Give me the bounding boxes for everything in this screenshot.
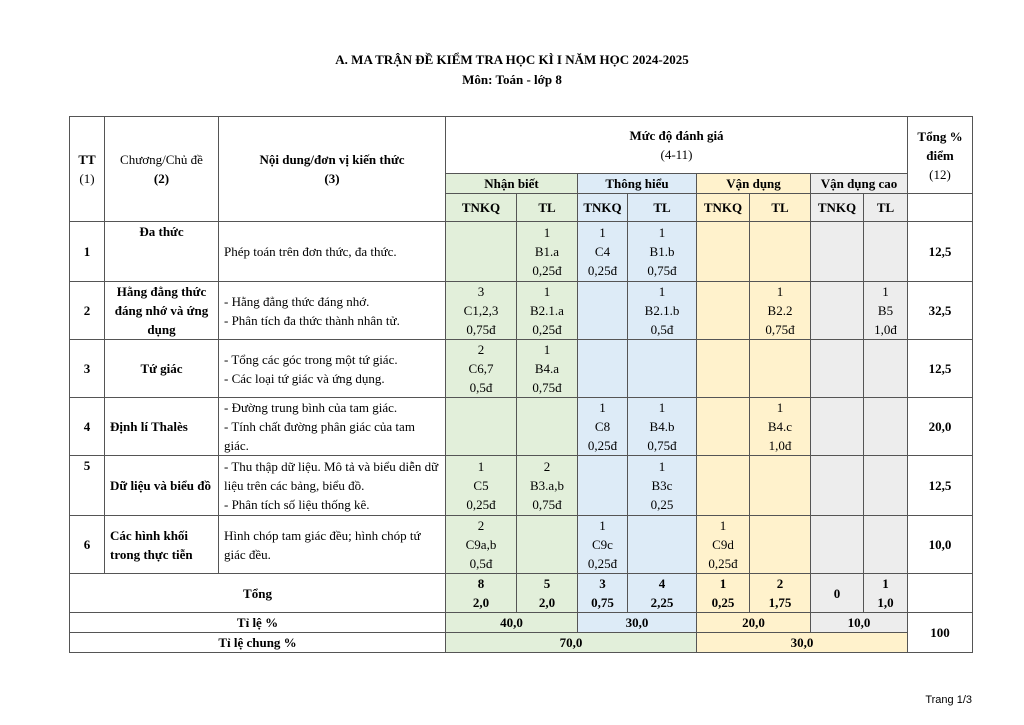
content-line: - Phân tích đa thức thành nhân tử. [224,312,400,328]
ratio-label: Tỉ lệ % [70,613,446,633]
level-cell [517,516,578,574]
level-cell [446,398,517,456]
cell-line: 1 [776,400,784,415]
row-chapter: Đa thức [105,222,219,282]
sum-cell: 1 0,25 [697,574,750,613]
cell-line: B5 [877,303,894,318]
cell-line: B3.a,b [530,478,564,493]
cell-line: C5 [473,478,489,493]
cell-line: 1 [776,284,784,299]
cell-line: 0,25đ [532,322,562,337]
common-ratio-label: Tỉ lệ chung % [70,633,446,653]
cell-line: 1 [882,284,889,299]
subcol-header: TNKQ [697,194,750,222]
cell-line: 0,75đ [532,380,562,395]
ratio-nhan-biet: 40,0 [446,613,578,633]
subcol-header: TL [864,194,908,222]
cell-line: 0,25đ [532,263,562,278]
sum-cell: 2 1,75 [750,574,811,613]
level-cell [628,222,697,282]
subcol-header: TNKQ [578,194,628,222]
level-cell [628,340,697,398]
cell-line: 1 [599,225,606,240]
row-chapter: Các hình khối trong thực tiễn [105,516,219,574]
cell-line: 2 [477,518,485,533]
row-total: 12,5 [908,222,973,282]
row-tt: 2 [70,282,105,340]
level-cell [750,456,811,516]
row-total: 12,5 [908,456,973,516]
cell-line: C9c [592,537,613,552]
cell-line: 1 [599,518,606,533]
subcol-header: TNKQ [446,194,517,222]
level-cell [811,222,864,282]
common-ratio-basic: 70,0 [446,633,697,653]
row-chapter: Định lí Thalès [105,398,219,456]
header-tt: TT (1) [70,117,105,222]
level-cell [697,222,750,282]
cell-line: 0,25 [650,497,674,512]
row-content [219,456,446,516]
cell-line: 0,5đ [469,556,493,571]
row-tt: 6 [70,516,105,574]
ratio-total: 100 [908,613,973,653]
table-row [70,456,973,516]
header-chapter: Chương/Chủ đề (2) [105,117,219,222]
level-cell [446,222,517,282]
level-cell [811,398,864,456]
level-cell [517,456,578,516]
level-cell [628,516,697,574]
cell-line: B2.1.a [530,303,564,318]
level-van-dung: Vận dụng [697,174,811,194]
level-cell [697,282,750,340]
level-cell [578,222,628,282]
level-cell [811,340,864,398]
page-number: Trang 1/3 [925,694,972,706]
cell-line: B4.c [767,419,793,434]
ratio-van-dung-cao: 10,0 [811,613,908,633]
sum-cell: 8 2,0 [446,574,517,613]
row-content [219,340,446,398]
row-chapter: Dữ liệu và biểu đồ [105,456,219,516]
sum-label: Tổng [70,574,446,613]
content-line: Hình chóp tam giác đều; hình chóp tứ giác đều. [224,527,421,562]
level-cell [750,282,811,340]
cell-line: C1,2,3 [463,303,499,318]
header-level: Mức độ đánh giá (4-11) [446,117,908,174]
subcol-header: TL [628,194,697,222]
table-row [70,340,973,398]
level-cell [864,516,908,574]
table-row [70,516,973,574]
table-row [70,398,973,456]
document-title: A. MA TRẬN ĐỀ KIỂM TRA HỌC KÌ I NĂM HỌC 2024-2025 [335,52,689,67]
row-content [219,398,446,456]
cell-line: 0,5đ [469,380,493,395]
cell-line: 0,75đ [647,438,677,453]
cell-line: B4.b [649,419,675,434]
cell-line: 1 [477,459,485,474]
level-cell [697,456,750,516]
row-total: 10,0 [908,516,973,574]
cell-line: 1 [543,284,551,299]
row-content [219,222,446,282]
row-tt: 4 [70,398,105,456]
cell-line: 1,0đ [768,438,792,453]
level-cell [446,456,517,516]
cell-line: B2.2 [767,303,793,318]
level-cell [517,222,578,282]
cell-line: 1 [658,225,666,240]
content-line: - Tổng các góc trong một tứ giác. [224,351,398,367]
level-cell [864,340,908,398]
cell-line: 1 [599,400,606,415]
sum-cell: 1 1,0 [864,574,908,613]
row-total: 12,5 [908,340,973,398]
level-cell [864,398,908,456]
cell-line: 1,0đ [874,322,897,337]
cell-line: C8 [594,419,611,434]
level-cell [578,398,628,456]
cell-line: C6,7 [468,361,494,376]
cell-line: 1 [658,459,666,474]
level-cell [697,398,750,456]
level-cell [864,456,908,516]
cell-line: 0,25đ [466,497,496,512]
level-van-dung-cao: Vận dụng cao [811,174,908,194]
level-cell [578,456,628,516]
ratio-thong-hieu: 30,0 [578,613,697,633]
level-cell [811,456,864,516]
cell-line: 2 [543,459,551,474]
cell-line: 0,75đ [765,322,795,337]
table-row [70,282,973,340]
level-nhan-biet: Nhận biết [446,174,578,194]
level-cell [628,282,697,340]
level-cell [578,340,628,398]
row-chapter: Tứ giác [105,340,219,398]
level-cell [697,516,750,574]
cell-line: C4 [594,244,611,259]
cell-line: C9a,b [465,537,497,552]
cell-line: B3c [651,478,673,493]
cell-line: B1.a [534,244,560,259]
row-tt: 5 [70,456,105,516]
level-cell [578,282,628,340]
level-cell [628,456,697,516]
sum-cell: 5 2,0 [517,574,578,613]
total-subcol-empty [908,194,973,222]
content-line: - Các loại tứ giác và ứng dụng. [224,370,385,386]
content-line: - Hằng đẳng thức đáng nhớ. [224,293,370,309]
level-cell [697,340,750,398]
cell-line: B1.b [649,244,675,259]
level-cell [864,282,908,340]
cell-line: 0,75đ [532,497,562,512]
level-cell [517,398,578,456]
level-cell [446,516,517,574]
cell-line: 3 [477,284,485,299]
cell-line: B4.a [534,361,560,376]
level-cell [517,340,578,398]
row-chapter: Hằng đẳng thức đáng nhớ và ứng dụng [105,282,219,340]
row-total: 20,0 [908,398,973,456]
row-content [219,516,446,574]
sum-cell: 0 [811,574,864,613]
level-thong-hieu: Thông hiểu [578,174,697,194]
header-content: Nội dung/đơn vị kiến thức (3) [219,117,446,222]
cell-line: 0,5đ [650,322,674,337]
row-total: 32,5 [908,282,973,340]
sum-cell: 3 0,75 [578,574,628,613]
header-total: Tổng % điểm (12) [908,117,973,194]
cell-line: 0,75đ [647,263,677,278]
content-line: - Đường trung bình của tam giác. [224,400,398,415]
row-content [219,282,446,340]
level-cell [811,516,864,574]
level-cell [446,340,517,398]
subcol-header: TL [517,194,578,222]
row-tt: 3 [70,340,105,398]
subcol-header: TL [750,194,811,222]
table-row [70,222,973,282]
level-cell [517,282,578,340]
content-line: - Thu thập dữ liệu. Mô tả và biểu diễn dữ liệu trên các bảng, biểu đồ. [224,459,439,493]
common-ratio-advanced: 30,0 [697,633,908,653]
level-cell [750,398,811,456]
cell-line: 0,25đ [587,263,618,278]
cell-line: 0,25đ [587,438,618,453]
level-cell [628,398,697,456]
document-subtitle: Môn: Toán - lớp 8 [462,72,562,87]
cell-line: 2 [477,342,485,357]
level-cell [864,222,908,282]
subcol-header: TNKQ [811,194,864,222]
sum-cell: 4 2,25 [628,574,697,613]
row-tt: 1 [70,222,105,282]
level-cell [750,222,811,282]
content-line: - Tính chất đường phân giác của tam giác. [224,419,415,453]
level-cell [446,282,517,340]
cell-line: 0,25đ [708,556,738,571]
level-cell [811,282,864,340]
level-cell [750,340,811,398]
cell-line: 1 [543,342,551,357]
cell-line: 1 [658,284,666,299]
assessment-matrix-table [69,116,973,653]
level-cell [578,516,628,574]
cell-line: 1 [658,400,666,415]
ratio-van-dung: 20,0 [697,613,811,633]
cell-line: 0,25đ [587,556,618,571]
cell-line: 1 [543,225,551,240]
content-line: Phép toán trên đơn thức, đa thức. [224,244,397,259]
content-line: - Phân tích số liệu thống kê. [224,497,370,512]
cell-line: C9d [712,537,734,552]
cell-line: B2.1.b [644,303,680,318]
cell-line: 0,75đ [466,322,496,337]
sum-total-empty [908,574,973,613]
level-cell [750,516,811,574]
cell-line: 1 [719,518,727,533]
